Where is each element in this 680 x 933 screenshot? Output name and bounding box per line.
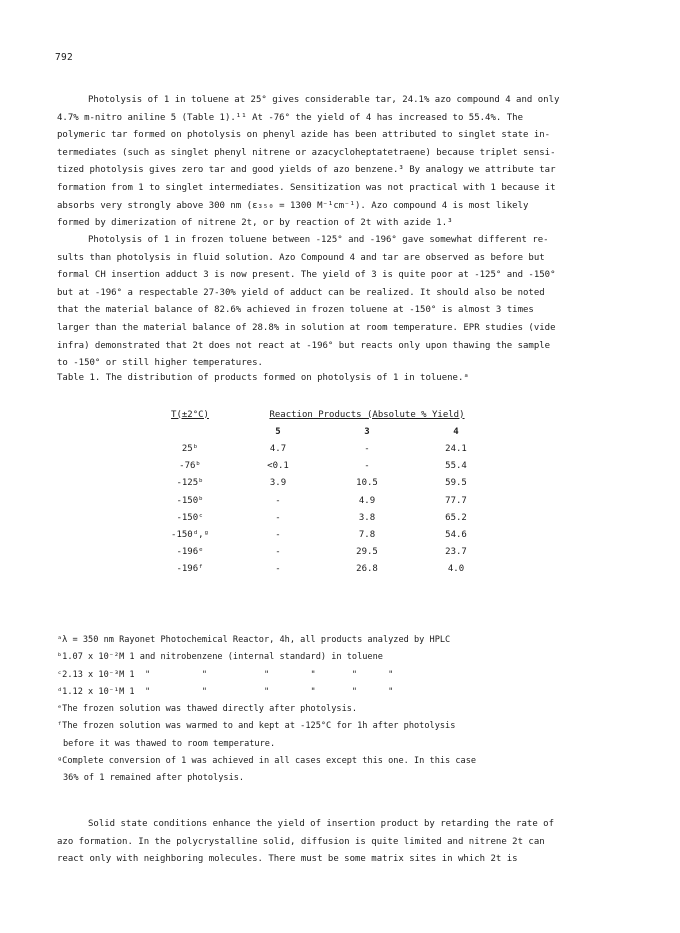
table-cell: - xyxy=(275,547,281,558)
table-subheader-row xyxy=(148,423,502,440)
table-row xyxy=(148,509,502,526)
table-cell: - xyxy=(275,564,281,575)
text-line: tized photolysis gives zero tar and good yields of azo benzene.³ By analogy we attribute tar xyxy=(57,165,556,176)
table-cell: 3.9 xyxy=(269,478,287,489)
text-line: react only with neighboring molecules. There must be some matrix sites in which 2t is xyxy=(57,854,518,865)
table-cell: -125ᵇ xyxy=(176,478,204,489)
table-cell: -150ᵈ,ᵍ xyxy=(171,529,209,540)
footnote: ᵃλ = 350 nm Rayonet Photochemical Reactor, 4h, all products analyzed by HPLC xyxy=(57,635,451,645)
footnote-continuation: 36% of 1 remained after photolysis. xyxy=(63,773,245,784)
product-distribution-table xyxy=(148,406,502,578)
text-line: termediates (such as singlet phenyl nitrene or azacycloheptatetraene) because triplet sensi- xyxy=(57,147,556,158)
table-cell: -196ᶠ xyxy=(176,564,204,575)
table-footnotes xyxy=(57,632,476,788)
column-header: 3 xyxy=(364,426,370,437)
text-line: but at -196° a respectable 27-30% yield of adduct can be realized. It should also be noted xyxy=(57,287,545,298)
text-line: sults than photolysis in fluid solution. Azo Compound 4 and tar are observed as before but xyxy=(57,252,545,263)
table-cell: 3.8 xyxy=(358,512,376,523)
text-line: formal CH insertion adduct 3 is now present. The yield of 3 is quite poor at -125° and -150° xyxy=(57,270,556,281)
text-line: formed by dimerization of nitrene 2t, or by reaction of 2t with azide 1.³ xyxy=(57,218,453,229)
text-line: polymeric tar formed on photolysis on phenyl azide has been attributed to singlet state in- xyxy=(57,130,551,141)
table-cell: -196ᵉ xyxy=(176,547,204,558)
table-caption: Table 1. The distribution of products formed on photolysis of 1 in toluene.ᵃ xyxy=(57,373,469,383)
column-header: 5 xyxy=(275,426,281,437)
text-line: azo formation. In the polycrystalline solid, diffusion is quite limited and nitrene 2t can xyxy=(57,836,545,847)
table-cell: - xyxy=(364,443,370,454)
table-cell: 26.8 xyxy=(356,564,378,575)
temperature-header: T(±2°C) xyxy=(171,409,209,420)
column-header: 4 xyxy=(453,426,459,437)
footnote: ᵍComplete conversion of 1 was achieved in all cases except this one. In this case xyxy=(57,756,477,767)
paragraph-photolysis-fluid xyxy=(57,92,632,233)
table-cell: 77.7 xyxy=(445,495,467,506)
text-line: formation from 1 to singlet intermediates. Sensitization was not practical with 1 because it xyxy=(57,182,556,193)
table-cell: 7.8 xyxy=(358,529,376,540)
table-row xyxy=(148,458,502,475)
table-row xyxy=(148,526,502,543)
paragraph-solid-state xyxy=(57,816,632,869)
table-cell: 4.9 xyxy=(358,495,376,506)
footnote: ᵇ1.07 x 10⁻²M 1 and nitrobenzene (internal standard) in toluene xyxy=(57,652,383,663)
table-row xyxy=(148,544,502,561)
table-cell: 4.0 xyxy=(447,564,465,575)
reaction-products-header: Reaction Products (Absolute % Yield) xyxy=(269,409,465,420)
text-line: to -150° or still higher temperatures. xyxy=(57,358,263,369)
text-line: Photolysis of 1 in toluene at 25° gives considerable tar, 24.1% azo compound 4 and only xyxy=(88,95,560,105)
table-cell: - xyxy=(275,529,281,540)
table-header-row xyxy=(148,406,502,423)
table-cell: 23.7 xyxy=(445,547,467,558)
table-cell: 55.4 xyxy=(445,461,467,472)
footnote: ᶠThe frozen solution was warmed to and kept at -125°C for 1h after photolysis xyxy=(57,721,456,732)
text-line: Solid state conditions enhance the yield of insertion product by retarding the rate of xyxy=(88,819,554,829)
table-cell: 25ᵇ xyxy=(181,443,199,454)
table-row xyxy=(148,475,502,492)
table-row xyxy=(148,440,502,457)
text-line: absorbs very strongly above 300 nm (ε₃₅₀ = 1300 M⁻¹cm⁻¹). Azo compound 4 is most likely xyxy=(57,200,529,211)
text-line: Photolysis of 1 in frozen toluene between -125° and -196° gave somewhat different re- xyxy=(88,235,549,245)
table-cell: - xyxy=(275,512,281,523)
footnote: ᶜ2.13 x 10⁻³M 1 " " " " " " xyxy=(57,669,394,680)
table-cell: - xyxy=(275,495,281,506)
table-cell: 65.2 xyxy=(445,512,467,523)
table-cell: 29.5 xyxy=(356,547,378,558)
table-cell: 59.5 xyxy=(445,478,467,489)
footnote-continuation: before it was thawed to room temperature. xyxy=(63,738,276,749)
table-cell: -76ᵇ xyxy=(179,461,201,472)
table-cell: 24.1 xyxy=(445,443,467,454)
text-line: that the material balance of 82.6% achieved in frozen toluene at -150° is almost 3 times xyxy=(57,305,534,316)
table-row xyxy=(148,561,502,578)
text-line: 4.7% m-nitro aniline 5 (Table 1).¹¹ At -76° the yield of 4 has increased to 55.4%. The xyxy=(57,112,523,123)
table-cell: 10.5 xyxy=(356,478,378,489)
text-line: larger than the material balance of 28.8% in solution at room temperature. EPR studies (vide xyxy=(57,322,556,333)
text-line: infra) demonstrated that 2t does not react at -196° but reacts only upon thawing the sample xyxy=(57,340,551,351)
paragraph-photolysis-frozen xyxy=(57,232,632,373)
footnote: ᵉThe frozen solution was thawed directly after photolysis. xyxy=(57,704,358,715)
table-cell: <0.1 xyxy=(267,461,289,472)
table-cell: - xyxy=(364,461,370,472)
table-cell: 4.7 xyxy=(269,443,287,454)
table-cell: -150ᵇ xyxy=(176,495,204,506)
table-row xyxy=(148,492,502,509)
footnote: ᵈ1.12 x 10⁻¹M 1 " " " " " " xyxy=(57,686,394,697)
table-cell: 54.6 xyxy=(445,529,467,540)
table-cell: -150ᶜ xyxy=(176,512,204,523)
page-number: 792 xyxy=(55,52,74,63)
